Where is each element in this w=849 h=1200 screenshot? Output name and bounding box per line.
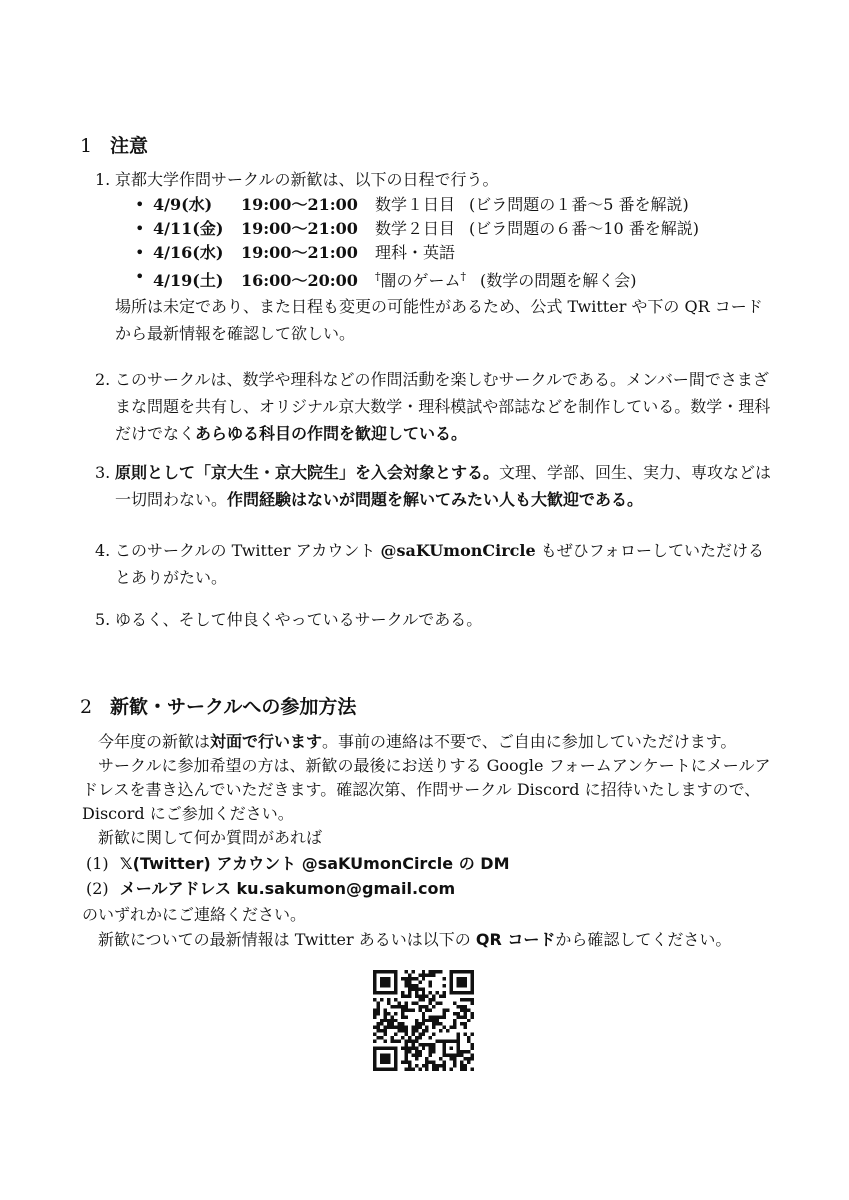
schedule-outro: 場所は未定であり、また日程も変更の可能性があるため、公式 Twitter や下の QR コードから最新情報を確認して欲しい。 bbox=[115, 297, 763, 343]
bullet-icon: • bbox=[135, 243, 145, 262]
paragraph-4: のいずれかにご連絡ください。 bbox=[82, 905, 307, 924]
schedule-item bbox=[131, 193, 775, 217]
schedule-subject: 理科・英語 bbox=[375, 243, 456, 262]
schedule-date: 4/19(土) bbox=[153, 271, 224, 290]
schedule-date: 4/11(金) bbox=[153, 219, 224, 238]
item-text bbox=[115, 537, 775, 591]
item-text-plain: もぜひフォローしていただけるとありがたい。 bbox=[115, 541, 764, 587]
paragraph-5 bbox=[82, 928, 772, 952]
dagger-mark: † bbox=[375, 270, 381, 283]
paragraph-bold: QR コード bbox=[475, 930, 556, 949]
schedule-intro: 京都大学作問サークルの新歓は、以下の日程で行う。 bbox=[115, 170, 499, 189]
section-1-heading bbox=[80, 131, 148, 158]
list-item-3 bbox=[95, 459, 775, 513]
schedule-time: 19:00〜21:00 bbox=[241, 195, 358, 214]
paragraph-bold: 対面で行います bbox=[210, 732, 323, 751]
schedule-time: 16:00〜20:00 bbox=[241, 271, 358, 290]
list-marker: 2. bbox=[95, 370, 111, 389]
paragraph-3: 新歓に関して何か質問があれば bbox=[98, 828, 323, 847]
schedule-date: 4/9(水) bbox=[153, 195, 213, 214]
schedule-time: 19:00〜21:00 bbox=[241, 219, 358, 238]
schedule-subject: 数学１日目 bbox=[375, 195, 456, 214]
item-text-plain: このサークルは、数学や理科などの作問活動を楽しむサークルである。メンバー間でさまざまな問題を共有し、オリジナル京大数学・理科模試や部誌などを制作している。数学・理科だけでなく bbox=[115, 370, 771, 443]
paragraph-text: 新歓についての最新情報は Twitter あるいは以下の bbox=[98, 930, 476, 949]
list-marker: 4. bbox=[95, 541, 111, 560]
contact-text: メールアドレス ku.sakumon@gmail.com bbox=[119, 879, 456, 898]
contact-text: 𝕏(Twitter) アカウント @saKUmonCircle の DM bbox=[119, 854, 510, 873]
paragraph-text: 今年度の新歓は bbox=[98, 732, 211, 751]
list-marker: 1. bbox=[95, 170, 111, 189]
schedule-list bbox=[131, 193, 775, 293]
schedule-date: 4/16(水) bbox=[153, 243, 224, 262]
twitter-handle: @saKUmonCircle bbox=[380, 541, 536, 560]
item-text-plain: 文理、学部、回生、実力、専攻などは一切問わない。 bbox=[115, 463, 772, 509]
item-text bbox=[115, 366, 775, 447]
bullet-icon: • bbox=[135, 195, 145, 214]
enum-marker: (2) bbox=[86, 879, 109, 898]
item-text-bold: 作問経験はないが問題を解いてみたい人も大歓迎である。 bbox=[227, 490, 644, 509]
qr-code-image bbox=[373, 970, 474, 1071]
bullet-icon: • bbox=[135, 219, 145, 238]
section-title: 新歓・サークルへの参加方法 bbox=[110, 696, 357, 718]
item-text-bold: あらゆる科目の作問を歓迎している。 bbox=[195, 424, 468, 443]
paragraph-2: サークルに参加希望の方は、新歓の最後にお送りする Google フォームアンケートにメールアドレスを書き込んでいただきます。確認次第、作問サークル Discord に招待いたしますので、Discord にご参加ください。 bbox=[82, 756, 771, 823]
section-2-heading bbox=[80, 692, 356, 719]
schedule-item bbox=[131, 265, 775, 293]
schedule-time: 19:00〜21:00 bbox=[241, 243, 358, 262]
section-title: 注意 bbox=[110, 135, 149, 157]
item-text-bold: 原則として「京大生・京大院生」を入会対象とする。 bbox=[115, 463, 500, 482]
contact-item-2 bbox=[86, 877, 455, 901]
list-item-2 bbox=[95, 366, 775, 447]
item-text bbox=[115, 459, 775, 513]
item-text: ゆるく、そして仲良くやっているサークルである。 bbox=[115, 610, 483, 629]
list-marker: 3. bbox=[95, 463, 111, 482]
schedule-note: (ビラ問題の１番〜5 番を解説) bbox=[469, 195, 689, 214]
item-text-plain: このサークルの Twitter アカウント bbox=[115, 541, 381, 560]
schedule-item bbox=[131, 241, 775, 265]
enum-marker: (1) bbox=[86, 854, 109, 873]
schedule-subject-text: 闇のゲーム bbox=[380, 271, 461, 290]
schedule-item bbox=[131, 217, 775, 241]
section-number: 2 bbox=[80, 696, 93, 718]
schedule-note: (数学の問題を解く会) bbox=[480, 271, 637, 290]
bullet-icon: • bbox=[135, 267, 145, 286]
dagger-mark: † bbox=[460, 270, 467, 283]
paragraph-text: から確認してください。 bbox=[555, 930, 732, 949]
schedule-subject bbox=[375, 265, 466, 293]
list-item-1 bbox=[95, 166, 775, 347]
paragraph-1 bbox=[82, 730, 772, 754]
section-number: 1 bbox=[80, 135, 93, 157]
list-marker: 5. bbox=[95, 610, 111, 629]
list-item-4 bbox=[95, 537, 775, 591]
schedule-subject: 数学２日目 bbox=[375, 219, 456, 238]
schedule-note: (ビラ問題の６番〜10 番を解説) bbox=[469, 219, 699, 238]
contact-item-1 bbox=[86, 852, 510, 876]
paragraph-text: 。事前の連絡は不要で、ご自由に参加していただけます。 bbox=[322, 732, 737, 751]
list-item-5 bbox=[95, 606, 775, 633]
